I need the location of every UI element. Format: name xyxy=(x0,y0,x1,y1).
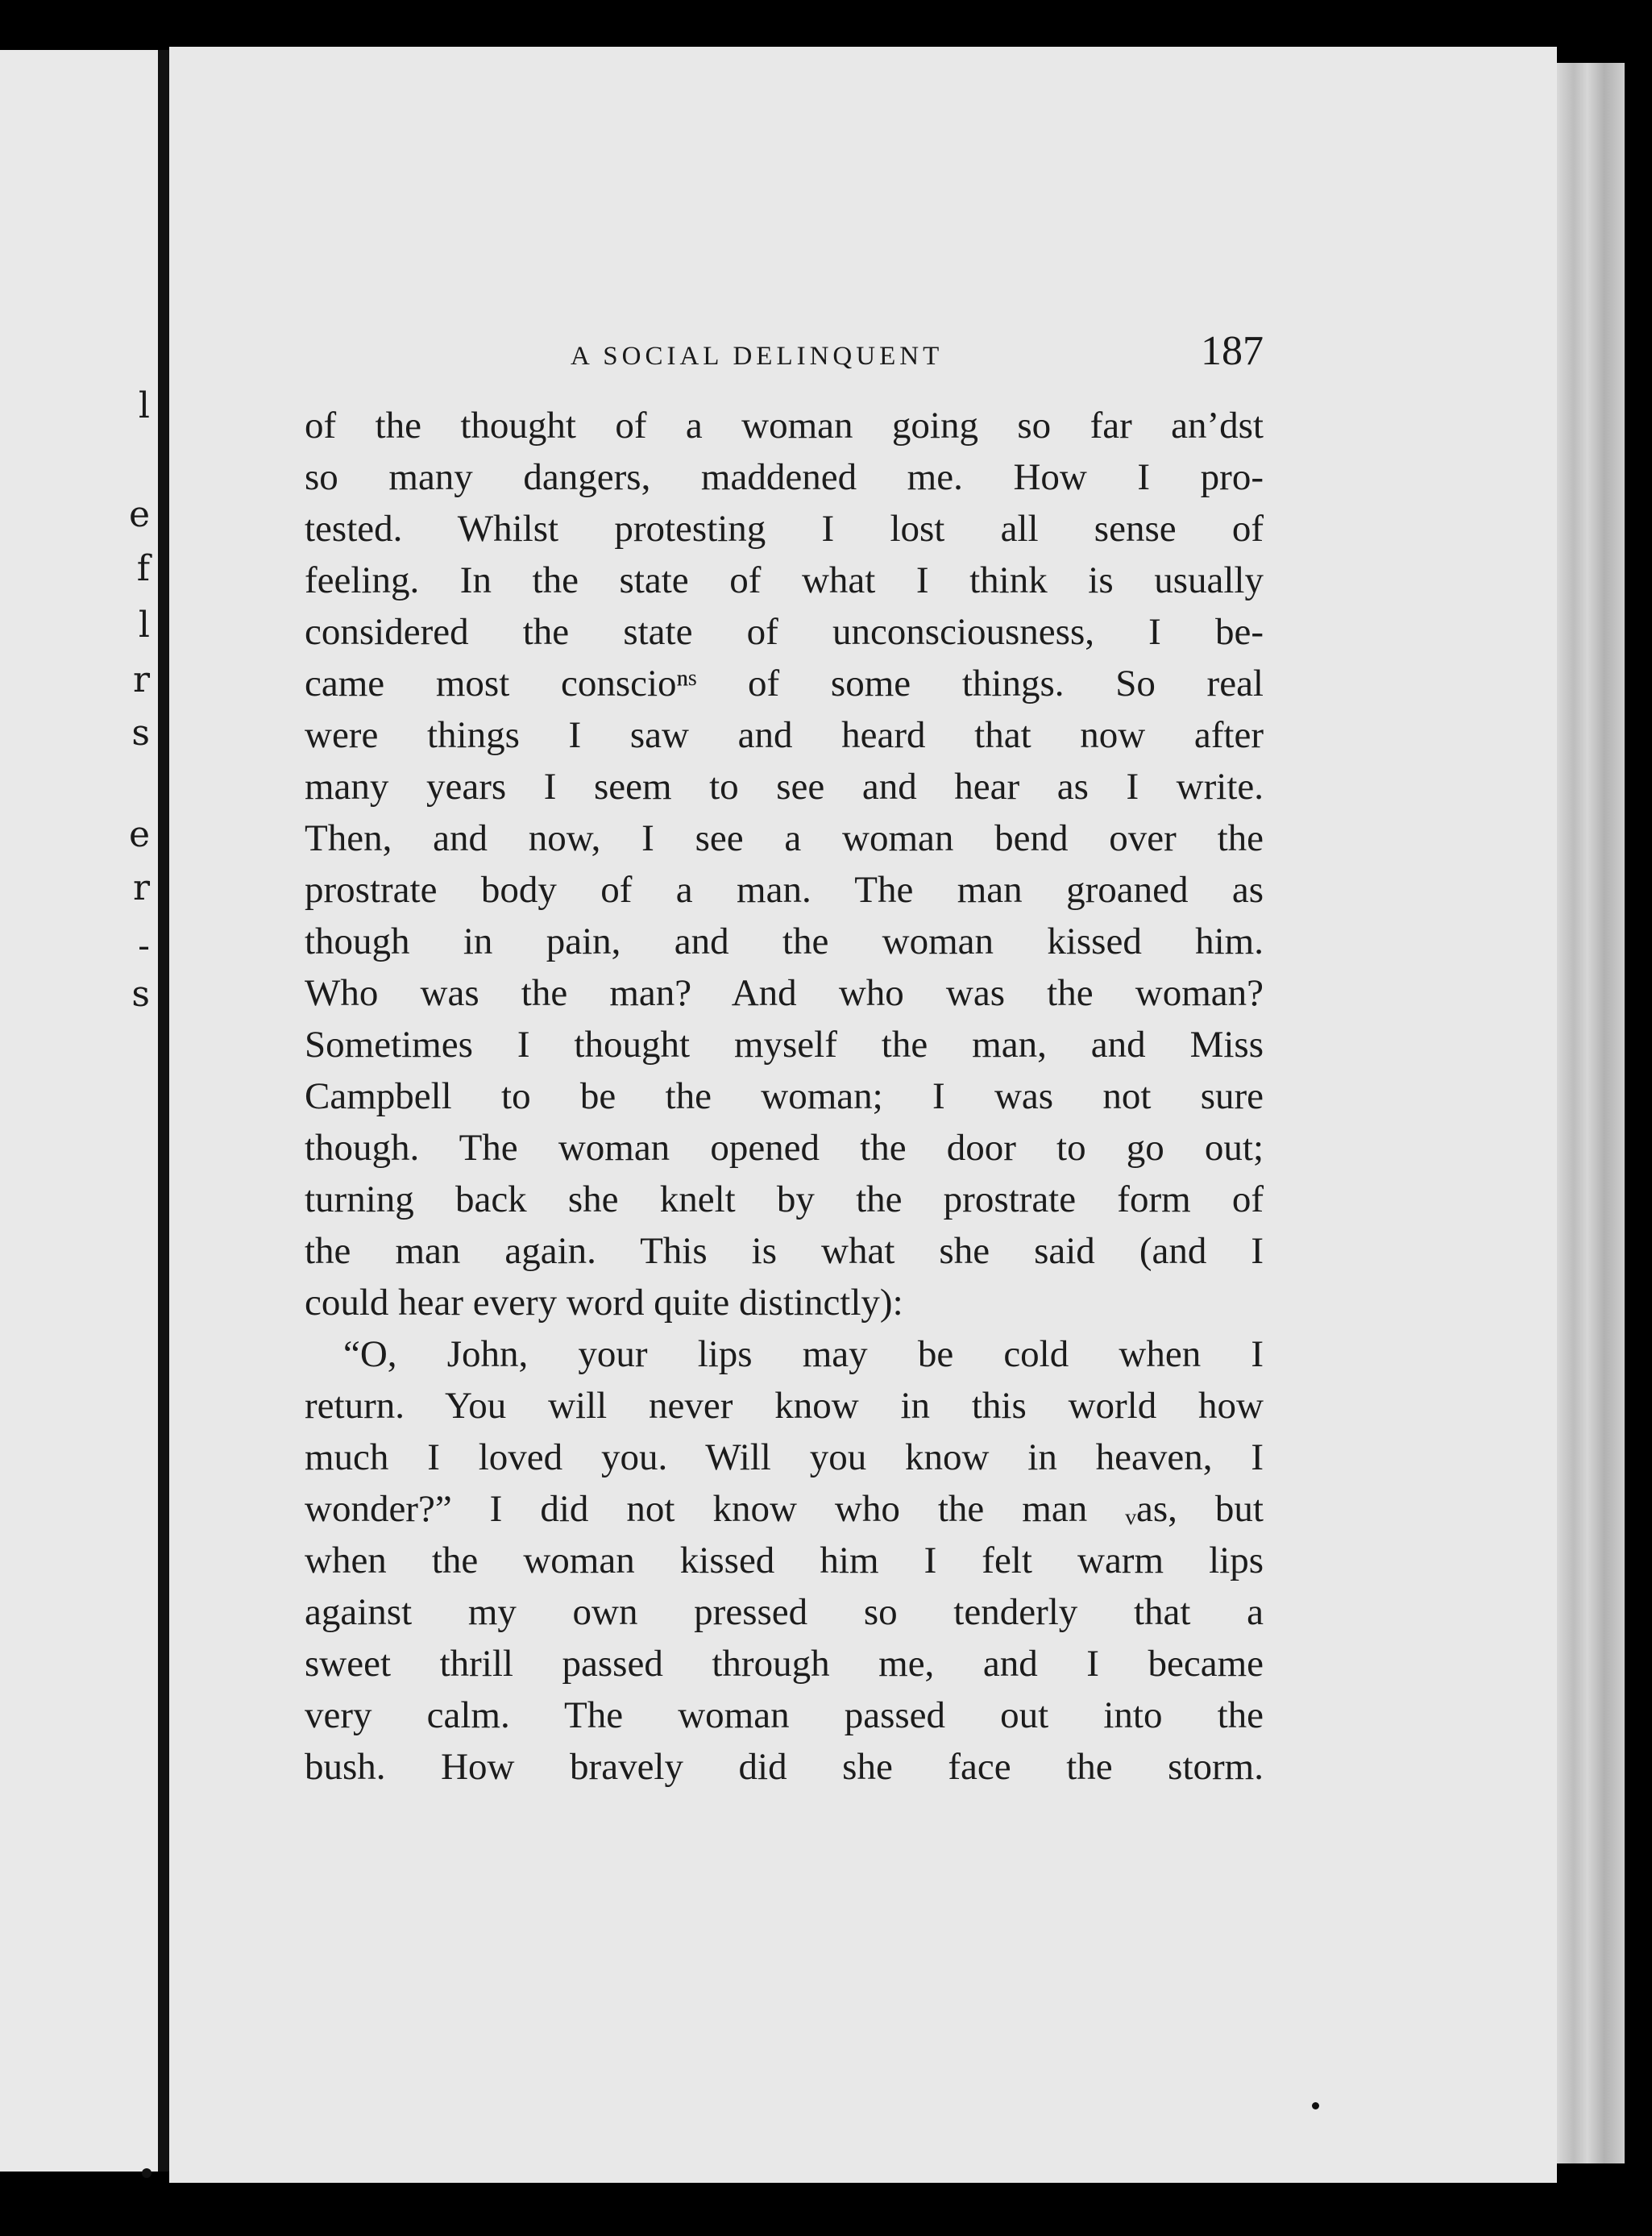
page-stack-edge xyxy=(1557,63,1625,2163)
text-line: very calm. The woman passed out into the xyxy=(305,1694,1264,1736)
text-line: wonder?” I did not know who the man ᵥas, but xyxy=(305,1488,1264,1530)
previous-page-edge xyxy=(0,50,158,2172)
previous-page-letter: e xyxy=(128,814,150,855)
text-line: prostrate body of a man. The man groaned as xyxy=(305,869,1264,911)
text-line: “O, John, your lips may be cold when I xyxy=(343,1333,1264,1375)
paragraph-1 xyxy=(305,400,1264,1328)
scan-speck xyxy=(1312,2102,1319,2109)
previous-page-letter: r xyxy=(132,659,150,700)
previous-page-letter: l xyxy=(138,605,150,646)
text-line: were things I saw and heard that now after xyxy=(305,714,1264,756)
scan-speck xyxy=(142,2168,152,2178)
text-line: feeling. In the state of what I think is usually xyxy=(305,559,1264,601)
text-line: return. You will never know in this world how xyxy=(305,1385,1264,1427)
text-line: though in pain, and the woman kissed him. xyxy=(305,921,1264,962)
previous-page-letter: r xyxy=(132,867,150,908)
text-line: Sometimes I thought myself the man, and Miss xyxy=(305,1024,1264,1066)
text-line: Then, and now, I see a woman bend over the xyxy=(305,817,1264,859)
text-line: when the woman kissed him I felt warm lips xyxy=(305,1540,1264,1581)
text-line: many years I seem to see and hear as I write. xyxy=(305,766,1264,808)
previous-page-letter: s xyxy=(131,713,150,754)
text-line: came most conscioⁿˢ of some things. So real xyxy=(305,663,1264,704)
page-number: 187 xyxy=(1201,328,1264,374)
text-line: the man again. This is what she said (and I xyxy=(305,1230,1264,1272)
text-line: so many dangers, maddened me. How I pro- xyxy=(305,456,1264,498)
text-line: tested. Whilst protesting I lost all sense of xyxy=(305,508,1264,550)
text-line: Who was the man? And who was the woman? xyxy=(305,972,1264,1014)
paragraph-2 xyxy=(305,1328,1264,1793)
text-line: could hear every word quite distinctly): xyxy=(305,1282,903,1324)
text-line: turning back she knelt by the prostrate form of xyxy=(305,1178,1264,1220)
previous-page-letter: - xyxy=(138,925,150,966)
previous-page-letter: s xyxy=(131,974,150,1015)
text-line: of the thought of a woman going so far anʼdst xyxy=(305,405,1264,447)
book-gutter xyxy=(158,50,169,2172)
previous-page-letter: l xyxy=(138,385,150,426)
body-text xyxy=(305,400,1264,1793)
text-line: against my own pressed so tenderly that a xyxy=(305,1591,1264,1633)
text-line: bush. How bravely did she face the storm. xyxy=(305,1746,1264,1788)
text-line: sweet thrill passed through me, and I became xyxy=(305,1643,1264,1685)
text-line: considered the state of unconsciousness, I be- xyxy=(305,611,1264,653)
previous-page-letter: e xyxy=(128,494,150,535)
page-header xyxy=(305,327,1264,376)
running-head: A SOCIAL DELINQUENT xyxy=(571,342,944,371)
previous-page-letter: f xyxy=(136,548,150,589)
text-line: though. The woman opened the door to go out; xyxy=(305,1127,1264,1169)
text-line: Campbell to be the woman; I was not sure xyxy=(305,1075,1264,1117)
text-line: much I loved you. Will you know in heaven, I xyxy=(305,1436,1264,1478)
